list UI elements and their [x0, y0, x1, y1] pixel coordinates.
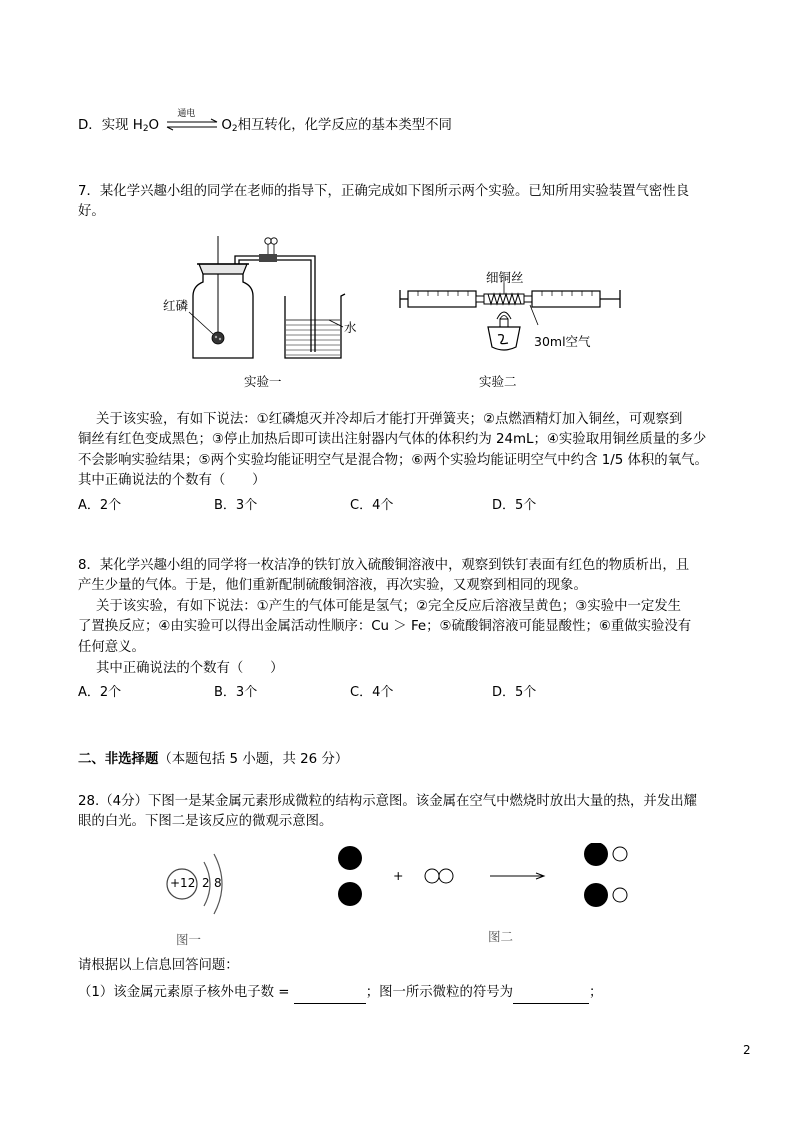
arrow-label: 通电 [177, 109, 196, 119]
q8-option-c: C．4个 [350, 685, 394, 700]
q7-para3: 不会影响实验结果；⑤两个实验均能证明空气是混合物；⑥两个实验均能证明空气中约含 1/5 体积的氧气。 [78, 453, 708, 468]
section-two-note: （本题包括 5 小题，共 26 分） [158, 752, 349, 767]
caption-figure-one: 图一 [176, 932, 202, 947]
option-d-mid: O [148, 118, 160, 133]
q28-line2: 眼的白光。下图二是该反应的微观示意图。 [78, 814, 333, 829]
caption-experiment-two: 实验二 [479, 374, 517, 389]
option-d-prefix: D．实现 H [78, 118, 143, 133]
label-copper-wire: 细铜丝 [486, 270, 524, 285]
q7-para1: 关于该实验，有如下说法：①红磷熄灭并冷却后才能打开弹簧夹；②点燃酒精灯加入铜丝，可观察到 [96, 412, 683, 427]
q7-option-b: B．3个 [214, 498, 258, 513]
option-d-sub: 2 [142, 124, 149, 134]
q8-option-b: B．3个 [214, 685, 258, 700]
shell-one-electrons: 2 [202, 876, 210, 890]
label-red-phosphorus: 红磷 [163, 298, 189, 313]
q28-sub1-b: ；图一所示微粒的符号为 [365, 985, 514, 1000]
q8-option-d: D．5个 [492, 685, 537, 700]
double-arrow-icon [163, 118, 221, 132]
q28-sub1-c: ； [589, 985, 603, 1000]
o2-sub: 2 [231, 124, 238, 134]
answer-blank-ion-symbol[interactable] [513, 983, 589, 1004]
caption-experiment-one: 实验一 [244, 374, 282, 389]
caption-figure-two: 图二 [488, 929, 514, 944]
label-water: 水 [344, 320, 357, 335]
nucleus-charge: +12 [170, 876, 196, 890]
reaction-plus-sign: + [393, 868, 404, 883]
electrolysis-arrow [163, 109, 221, 132]
section-two-heading [78, 750, 348, 770]
option-d-line [78, 109, 452, 139]
q7-line2: 好。 [78, 204, 105, 219]
q28-prompt: 请根据以上信息回答问题： [78, 958, 239, 973]
option-d-suffix: 相互转化，化学反应的基本类型不同 [237, 118, 452, 133]
q28-sub1-a: （1）该金属元素原子核外电子数 = [78, 985, 294, 1000]
q8-line3: 关于该实验，有如下说法：①产生的气体可能是氢气；②完全反应后溶液呈黄色；③实验中一定发生 [96, 599, 682, 614]
shell-two-electrons: 8 [214, 876, 222, 890]
section-two-title: 二、非选择题 [78, 752, 159, 767]
o2-symbol: O [221, 118, 232, 133]
page-number: 2 [743, 1043, 751, 1057]
q8-line5: 任何意义。 [78, 640, 145, 655]
q7-para2: 铜丝有红色变成黑色；③停止加热后即可读出注射器内气体的体积约为 24mL；④实验取用铜丝质量的多少 [78, 432, 707, 447]
experiment-one-figure [185, 234, 365, 364]
reaction-micro-diagram [330, 843, 640, 913]
q7-line1: 7．某化学兴趣小组的同学在老师的指导下，正确完成如下图所示两个实验。已知所用实验装置气密性良 [78, 184, 690, 199]
q8-line2: 产生少量的气体。于是，他们重新配制硫酸铜溶液，再次实验，又观察到相同的现象。 [78, 578, 587, 593]
q7-option-a: A．2个 [78, 498, 122, 513]
q8-line4: 了置换反应；④由实验可以得出金属活动性顺序：Cu ＞ Fe；⑤硫酸铜溶液可能显酸性；⑥重做实验没有 [78, 619, 692, 634]
q8-line6: 其中正确说法的个数有（ ） [96, 661, 284, 676]
label-air-volume: 30ml空气 [534, 334, 591, 349]
q7-option-d: D．5个 [492, 498, 537, 513]
q7-para4: 其中正确说法的个数有（ ） [78, 473, 266, 488]
q28-sub1 [78, 983, 602, 1004]
answer-blank-electron-count[interactable] [294, 983, 366, 1004]
q8-line1: 8．某化学兴趣小组的同学将一枚洁净的铁钉放入硫酸铜溶液中，观察到铁钉表面有红色的物质析出，且 [78, 558, 690, 573]
q28-line1: 28.（4分）下图一是某金属元素形成微粒的结构示意图。该金属在空气中燃烧时放出大量的热，并发出耀 [78, 794, 697, 809]
q7-option-c: C．4个 [350, 498, 394, 513]
q8-option-a: A．2个 [78, 685, 122, 700]
